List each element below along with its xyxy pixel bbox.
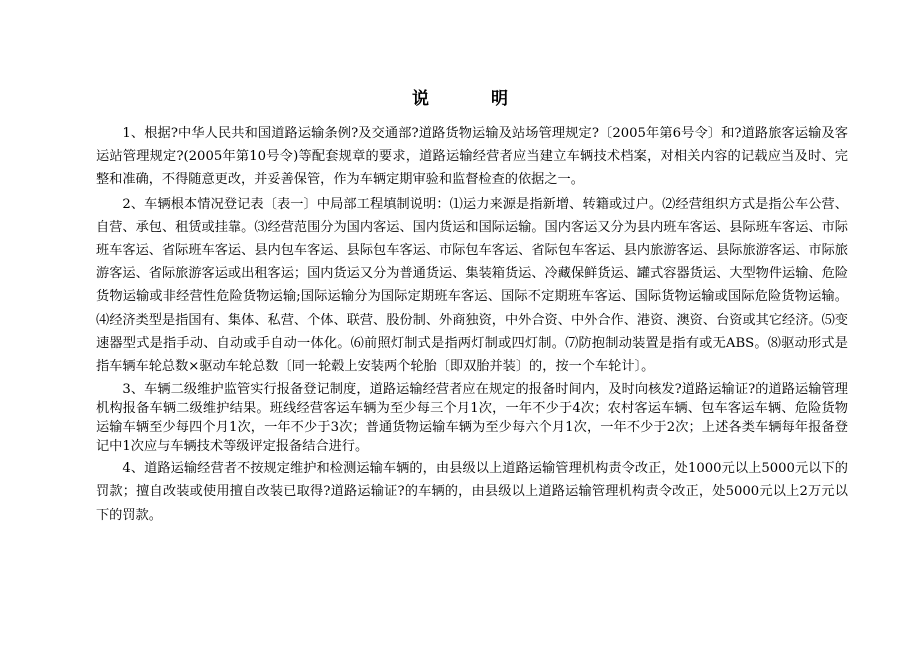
paragraph-2: 2、车辆根本情况登记表〔表一〕中局部工程填制说明：⑴运力来源是指新增、转籍或过户。⑵经营组织方式是指公车公营、自营、承包、租赁或挂靠。⑶经营范围分为国内客运、国内货运和国际运输。国内客运又分为县内班车客运、县际班车客运、市际班车客运、省际班车客运、县内包车客运、县际包车客运、市际包车客运、省际包车客运、县内旅游客运、县际旅游客运、市际旅游客运、省际旅游客运或出租客运；国内货运又分为普通货运、集装箱货运、冷藏保鲜货运、罐式容器货运、大型物件运输、危险货物运输或非经营性危险货物运输;国际运输分为国际定期班车客运、国际不定期班车客运、国际货物运输或国际危险货物运输。⑷经济类型是指国有、集体、私营、个体、联营、股份制、外商独资，中外合资、中外合作、港资、澳资、台资或其它经济。⑸变速器型式是指手动、自动或手自动一体化。⑹前照灯制式是指两灯制或四灯制。⑺防抱制动装置是指有或无ABS。⑻驱动形式是指车辆车轮总数×驱动车轮总数〔同一轮毂上安装两个轮胎〔即双胎并装〕的，按一个车轮计〕。 <box>96 196 848 375</box>
page-title: 说 明 <box>412 89 536 109</box>
paragraph-3: 3、车辆二级维护监管实行报备登记制度，道路运输经营者应在规定的报备时间内，及时向核发?道路运输证?的道路运输管理机构报备车辆二级维护结果。班线经营客运车辆为至少每三个月1次，一年不少于4次；农村客运车辆、包车客运车辆、危险货物运输车辆至少每四个月1次，一年不少于3次；普通货物运输车辆为至少每六个月1次，一年不少于2次；上述各类车辆每年报备登记中1次应与车辆技术等级评定报备结合进行。 <box>96 382 848 455</box>
document-body <box>96 122 848 527</box>
paragraph-4: 4、道路运输经营者不按规定维护和检测运输车辆的，由县级以上道路运输管理机构责令改正，处1000元以上5000元以下的罚款；擅自改装或使用擅自改装已取得?道路运输证?的车辆的，由县级以上道路运输管理机构责令改正，处5000元以上2万元以下的罚款。 <box>96 461 848 523</box>
paragraph-1: 1、根据?中华人民共和国道路运输条例?及交通部?道路货物运输及站场管理规定?〔2005年第6号令〕和?道路旅客运输及客运站管理规定?(2005年第10号令)等配套规章的要求，道路运输经营者应当建立车辆技术档案，对相关内容的记载应当及时、完整和准确，不得随意更改，并妥善保管，作为车辆定期审验和监督检查的依据之一。 <box>96 126 848 188</box>
